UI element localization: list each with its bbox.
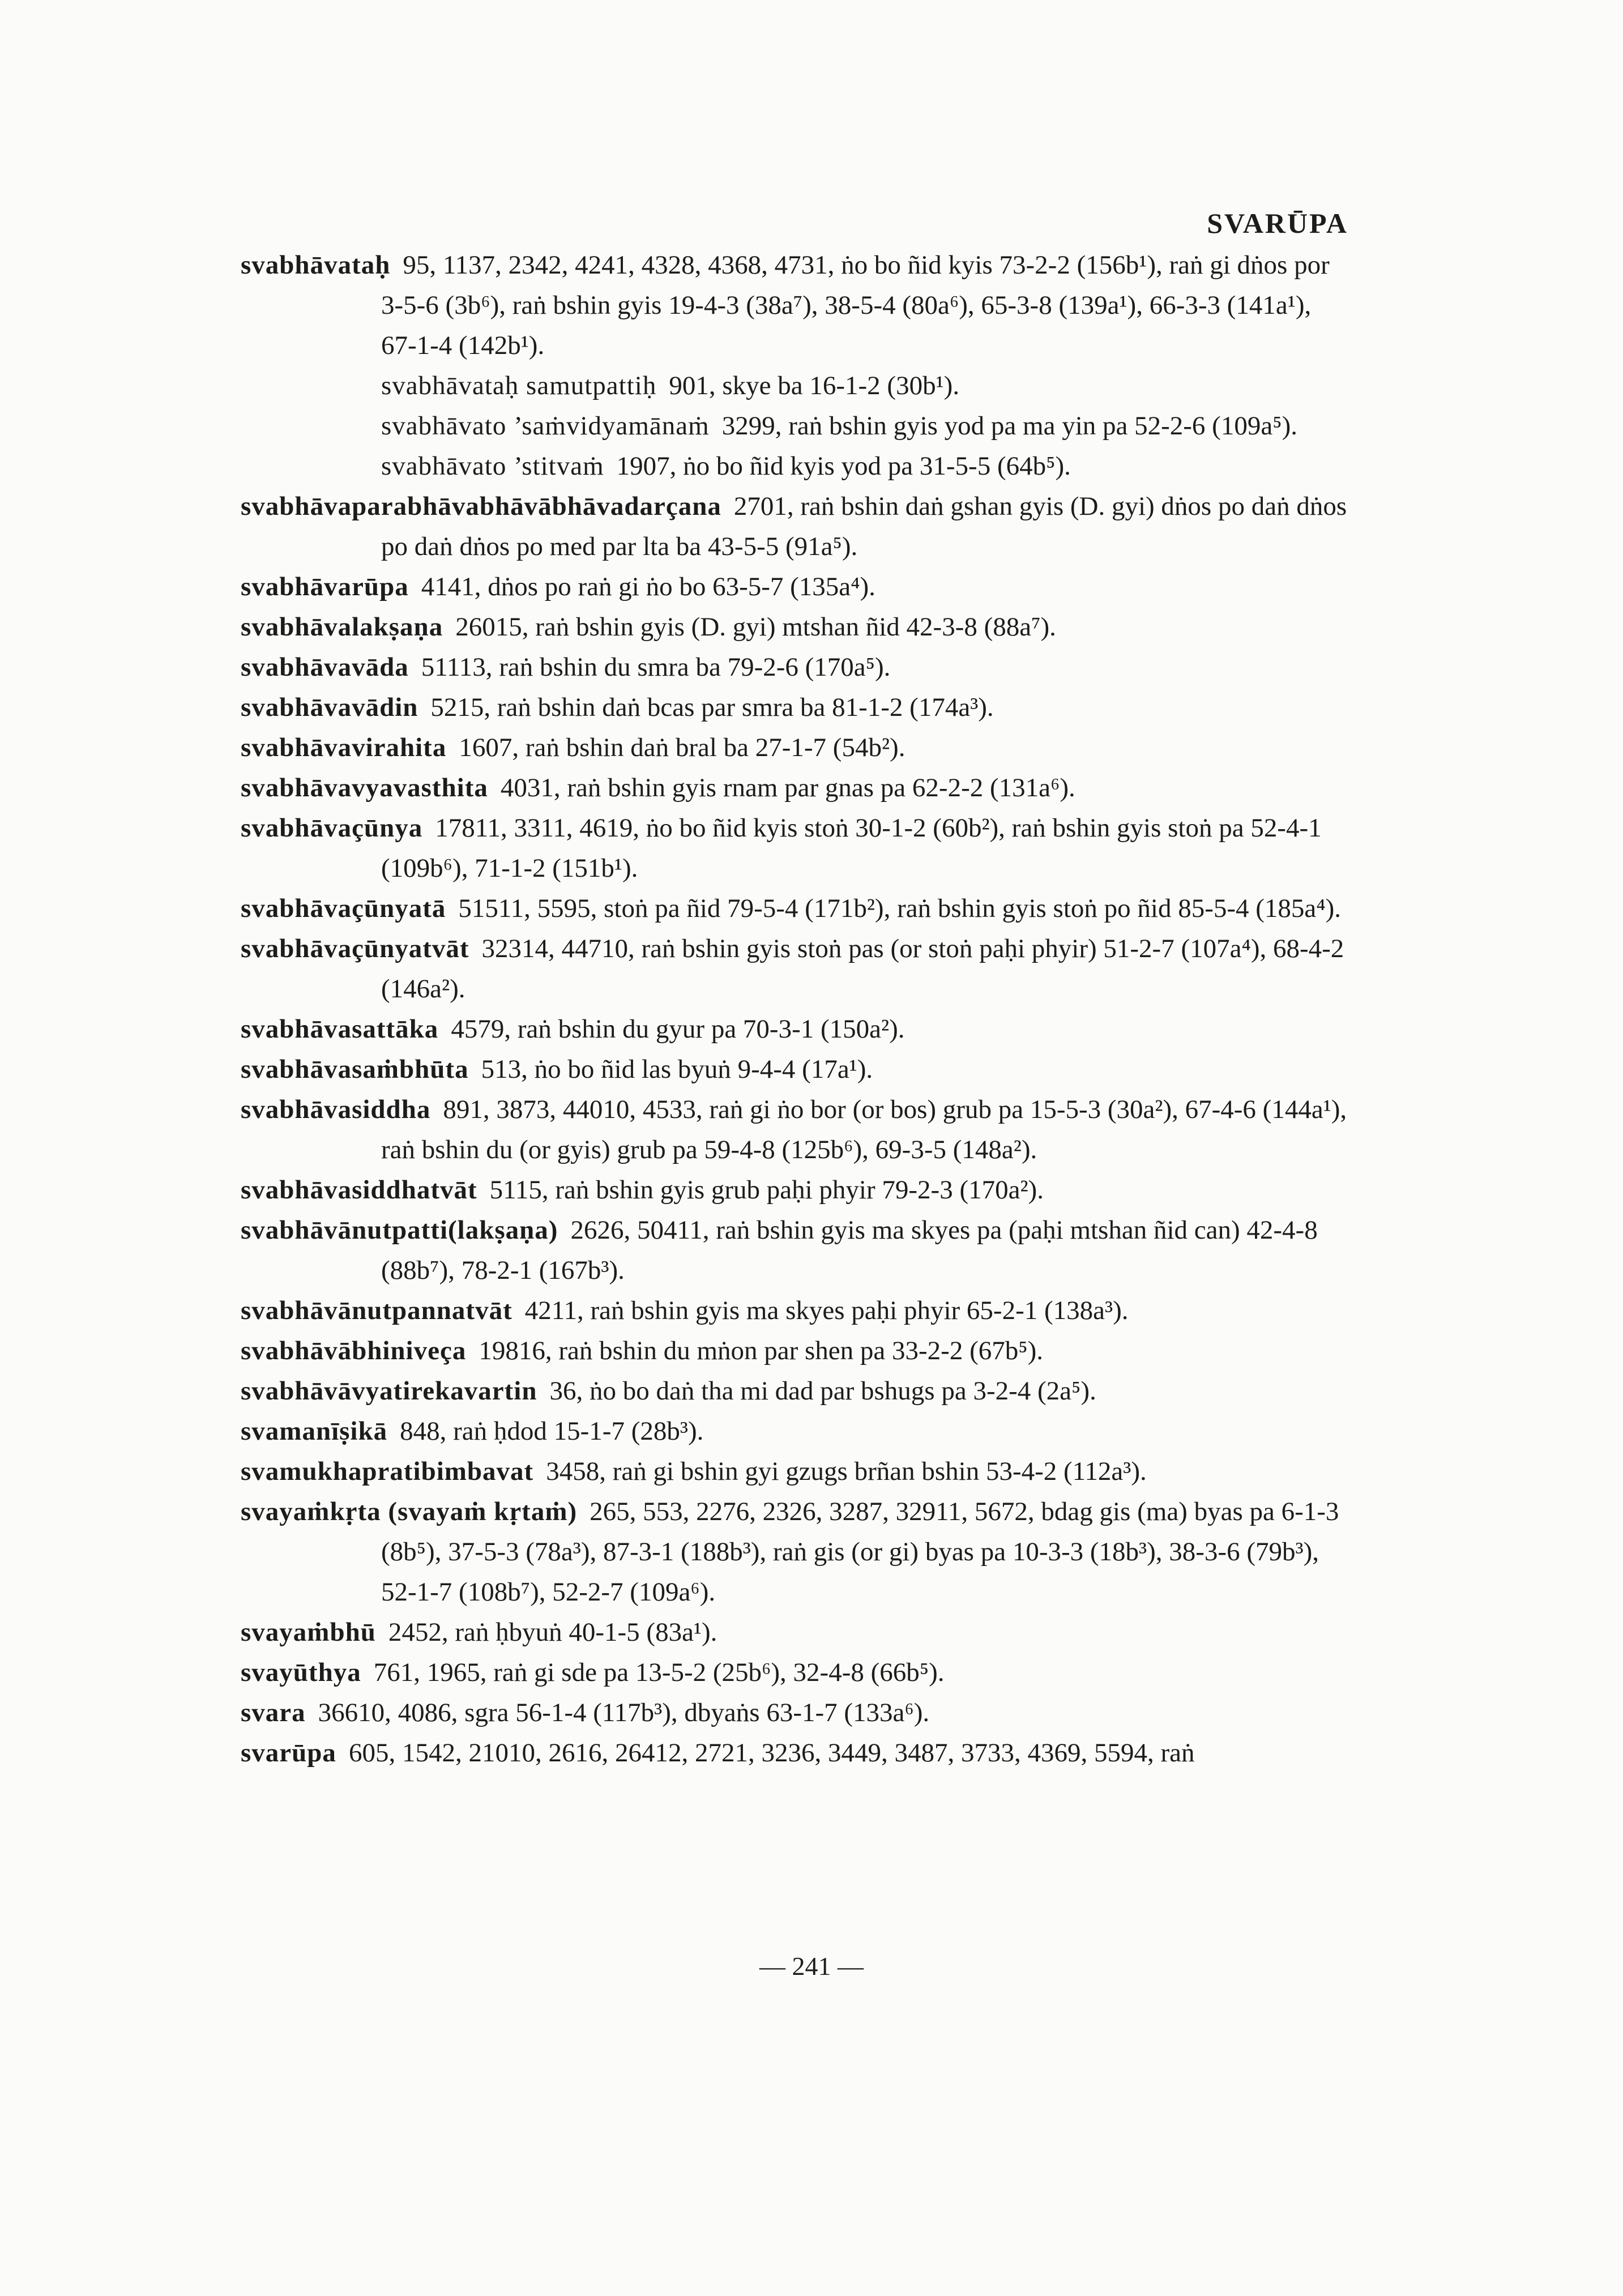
- sub-entry: [241, 406, 1351, 446]
- entry-text: 4141, dṅos po raṅ gi ṅo bo 63-5-7 (135a⁴).: [421, 572, 875, 601]
- entry: [241, 1331, 1351, 1371]
- entry-text: 2701, raṅ bshin daṅ gshan gyis (D. gyi) dṅos po daṅ dṅos po daṅ dṅos po med par lta ba 43-5-5 (91a⁵).: [381, 492, 1347, 561]
- headword: svabhāvataḥ samutpattiḥ: [381, 371, 657, 400]
- headword: svayaṁkṛta (svayaṁ kṛtaṁ): [241, 1497, 578, 1526]
- entry-text: 3458, raṅ gi bshin gyi gzugs brñan bshin 53-4-2 (112a³).: [546, 1457, 1147, 1486]
- entry: [241, 1291, 1351, 1331]
- headword: svabhāvābhiniveça: [241, 1336, 467, 1365]
- entry-text: 36, ṅo bo daṅ tha mi dad par bshugs pa 3-2-4 (2a⁵).: [549, 1376, 1096, 1406]
- entry: [241, 1090, 1351, 1170]
- entry-text: 1607, raṅ bshin daṅ bral ba 27-1-7 (54b²).: [459, 733, 906, 762]
- headword: svabhāvavādin: [241, 693, 418, 722]
- headword: svabhāvasiddhatvāt: [241, 1175, 477, 1205]
- headword: svayaṁbhū: [241, 1618, 376, 1647]
- entry: [241, 1009, 1351, 1049]
- running-head: SVARŪPA: [1207, 207, 1348, 239]
- entry-text: 5215, raṅ bshin daṅ bcas par smra ba 81-1-2 (174a³).: [430, 693, 994, 722]
- headword: svamanīṣikā: [241, 1416, 388, 1446]
- entry: [241, 1492, 1351, 1612]
- headword: svabhāvalakṣaṇa: [241, 612, 443, 642]
- entry-text: 513, ṅo bo ñid las byuṅ 9-4-4 (17a¹).: [481, 1055, 873, 1084]
- entry: [241, 245, 1351, 366]
- entry-text: 95, 1137, 2342, 4241, 4328, 4368, 4731, ṅo bo ñid kyis 73-2-2 (156b¹), raṅ gi dṅos por 3-5-6 (3b⁶), raṅ bshin gyis 19-4-3 (38a⁷), 38-5-4 (80a⁶), 65-3-8 (139a¹), 66-3-3 (141a¹), 67-1-4 (142b¹).: [381, 250, 1330, 360]
- entry: [241, 1210, 1351, 1291]
- headword: svabhāvasiddha: [241, 1095, 431, 1124]
- headword: svabhāvato ’stitvaṁ: [381, 451, 604, 481]
- entry-text: 51511, 5595, stoṅ pa ñid 79-5-4 (171b²), raṅ bshin gyis stoṅ po ñid 85-5-4 (185a⁴).: [458, 894, 1342, 923]
- entry: [241, 1653, 1351, 1693]
- headword: svabhāvavāda: [241, 652, 409, 682]
- entry-text: 51113, raṅ bshin du smra ba 79-2-6 (170a⁵).: [421, 652, 891, 682]
- entry-text: 605, 1542, 21010, 2616, 26412, 2721, 3236, 3449, 3487, 3733, 4369, 5594, raṅ: [348, 1738, 1195, 1768]
- entry-text: 4211, raṅ bshin gyis ma skyes paḥi phyir 65-2-1 (138a³).: [524, 1296, 1129, 1325]
- headword: svabhāvavyavasthita: [241, 773, 488, 803]
- headword: svabhāvavirahita: [241, 733, 447, 762]
- entry-text: 26015, raṅ bshin gyis (D. gyi) mtshan ñid 42-3-8 (88a⁷).: [455, 612, 1056, 642]
- headword: svabhāvaçūnyatvāt: [241, 934, 469, 963]
- entry-text: 761, 1965, raṅ gi sde pa 13-5-2 (25b⁶), 32-4-8 (66b⁵).: [373, 1658, 945, 1687]
- entry-text: 901, skye ba 16-1-2 (30b¹).: [669, 371, 960, 400]
- headword: svabhāvasattāka: [241, 1014, 439, 1044]
- entry-text: 2626, 50411, raṅ bshin gyis ma skyes pa (paḥi mtshan ñid can) 42-4-8 (88b⁷), 78-2-1 (167b³).: [381, 1215, 1318, 1285]
- headword: svara: [241, 1698, 306, 1727]
- entry-text: 19816, raṅ bshin du mṅon par shen pa 33-2-2 (67b⁵).: [479, 1336, 1044, 1365]
- headword: svabhāvānutpatti(lakṣaṇa): [241, 1215, 558, 1245]
- entry: [241, 1452, 1351, 1492]
- sub-entry: [241, 446, 1351, 486]
- headword: svabhāvaçūnyatā: [241, 894, 446, 923]
- entry-text: 265, 553, 2276, 2326, 3287, 32911, 5672, bdag gis (ma) byas pa 6-1-3 (8b⁵), 37-5-3 (78a³), 87-3-1 (188b³), raṅ gis (or gi) byas pa 10-3-3 (18b³), 38-3-6 (79b³), 52-1-7 (108b⁷), 52-2-7 (109a⁶).: [381, 1497, 1339, 1607]
- entry-text: 17811, 3311, 4619, ṅo bo ñid kyis stoṅ 30-1-2 (60b²), raṅ bshin gyis stoṅ pa 52-4-1 (109b⁶), 71-1-2 (151b¹).: [381, 813, 1322, 883]
- entry: [241, 1411, 1351, 1452]
- entry-text: 36610, 4086, sgra 56-1-4 (117b³), dbyaṅs 63-1-7 (133a⁶).: [318, 1698, 930, 1727]
- entry-text: 891, 3873, 44010, 4533, raṅ gi ṅo bor (or bos) grub pa 15-5-3 (30a²), 67-4-6 (144a¹), raṅ bshin du (or gyis) grub pa 59-4-8 (125b⁶), 69-3-5 (148a²).: [381, 1095, 1347, 1164]
- entry: [241, 889, 1351, 929]
- entry-text: 5115, raṅ bshin gyis grub paḥi phyir 79-2-3 (170a²).: [489, 1175, 1044, 1205]
- entry: [241, 567, 1351, 607]
- entry: [241, 607, 1351, 647]
- entry: [241, 808, 1351, 889]
- headword: svabhāvāvyatirekavartin: [241, 1376, 537, 1406]
- entry-text: 3299, raṅ bshin gyis yod pa ma yin pa 52-2-6 (109a⁵).: [721, 411, 1297, 441]
- headword: svabhāvaparabhāvabhāvābhāvadarçana: [241, 492, 721, 521]
- page-number: — 241 —: [759, 1952, 864, 1981]
- entry: [241, 486, 1351, 567]
- entry: [241, 688, 1351, 728]
- headword: svabhāvasaṁbhūta: [241, 1055, 469, 1084]
- entry: [241, 1693, 1351, 1733]
- sub-entry: [241, 366, 1351, 406]
- headword: svamukhapratibimbavat: [241, 1457, 534, 1486]
- entry-text: 32314, 44710, raṅ bshin gyis stoṅ pas (or stoṅ paḥi phyir) 51-2-7 (107a⁴), 68-4-2 (146a²).: [381, 934, 1344, 1004]
- entry: [241, 647, 1351, 688]
- entry: [241, 1371, 1351, 1411]
- headword: svabhāvarūpa: [241, 572, 409, 601]
- entry: [241, 1733, 1351, 1773]
- entry-text: 2452, raṅ ḥbyuṅ 40-1-5 (83a¹).: [388, 1618, 717, 1647]
- entry-list: [241, 245, 1351, 1773]
- entry: [241, 1170, 1351, 1210]
- entry: [241, 768, 1351, 808]
- headword: svarūpa: [241, 1738, 336, 1768]
- entry: [241, 1049, 1351, 1090]
- headword: svabhāvaçūnya: [241, 813, 423, 843]
- headword: svayūthya: [241, 1658, 361, 1687]
- headword: svabhāvato ’saṁvidyamānaṁ: [381, 411, 710, 441]
- entry: [241, 1612, 1351, 1653]
- entry-text: 4031, raṅ bshin gyis rnam par gnas pa 62-2-2 (131a⁶).: [500, 773, 1075, 803]
- headword: svabhāvataḥ: [241, 250, 391, 280]
- entry-text: 4579, raṅ bshin du gyur pa 70-3-1 (150a²).: [451, 1014, 905, 1044]
- entry-text: 1907, ṅo bo ñid kyis yod pa 31-5-5 (64b⁵).: [616, 451, 1071, 481]
- entry: [241, 929, 1351, 1009]
- entry: [241, 728, 1351, 768]
- entry-text: 848, raṅ ḥdod 15-1-7 (28b³).: [400, 1416, 704, 1446]
- headword: svabhāvānutpannatvāt: [241, 1296, 512, 1325]
